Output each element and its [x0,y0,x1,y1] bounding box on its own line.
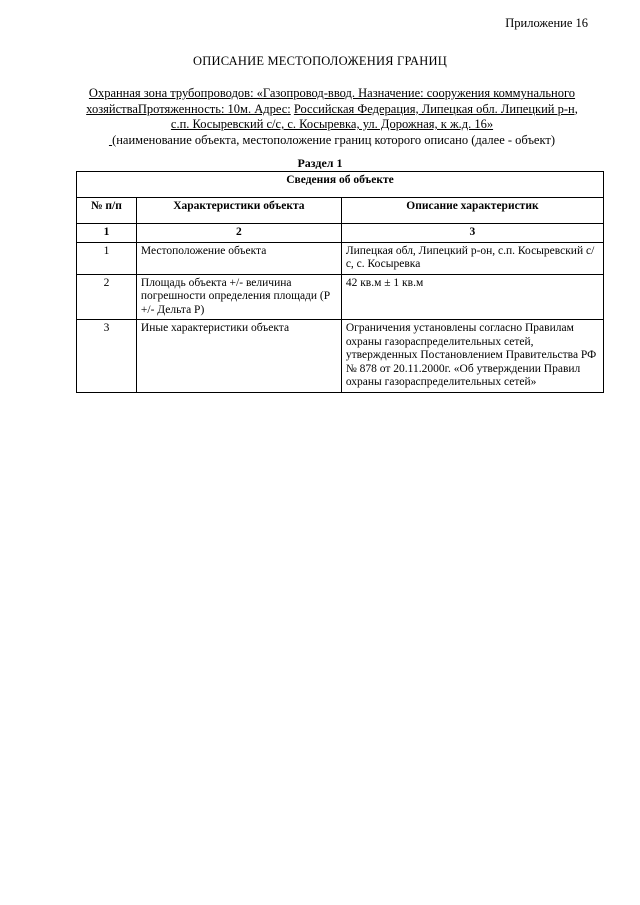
table-row [77,242,604,274]
object-description [84,86,580,148]
row-description: Липецкая обл, Липецкий р-он, с.п. Косыревский с/с, с. Косыревка [341,242,603,274]
document-title: ОПИСАНИЕ МЕСТОПОЛОЖЕНИЯ ГРАНИЦ [193,54,447,68]
row-description: 42 кв.м ± 1 кв.м [341,274,603,320]
object-caption [84,133,580,149]
object-line-2-part-b: Российская Федерация, Липецкая обл. Липецкий р-н, [293,101,578,116]
column-number-1: 1 [77,224,137,243]
header-description: Описание характеристик [341,198,603,224]
row-characteristic: Местоположение объекта [136,242,341,274]
table-caption-row [77,172,604,198]
object-line-3: с.п. Косыревский с/с, с. Косыревка, ул. Дорожная, к ж.д. 16» [170,117,494,131]
table-row [77,320,604,393]
appendix-label: Приложение 16 [505,16,588,30]
object-info-table [76,171,604,393]
row-index: 1 [77,242,137,274]
table-header-row [77,198,604,224]
object-line-2-part-a: хозяйстваПротяженность: 10м. Адрес: [86,101,291,116]
object-line-2 [84,102,580,118]
row-characteristic: Площадь объекта +/- величина погрешности определения площади (Р +/- Дельта Р) [136,274,341,320]
column-number-2: 2 [136,224,341,243]
object-line-1: Охранная зона трубопроводов: «Газопровод-ввод. Назначение: сооружения коммунального [88,86,576,100]
table-caption: Сведения об объекте [77,172,604,198]
caption-text: (наименование объекта, местоположение границ которого описано (далее - объект) [112,132,556,147]
row-characteristic: Иные характеристики объекта [136,320,341,393]
table-number-row [77,224,604,243]
header-index: № п/п [77,198,137,224]
row-index: 3 [77,320,137,393]
table-row [77,274,604,320]
column-number-3: 3 [341,224,603,243]
section-title: Раздел 1 [297,156,343,170]
row-description: Ограничения установлены согласно Правилам охраны газораспределительных сетей, утвержденных Постановлением Правительства РФ № 878 от 20.11.2000г. «Об утверждении Правил охраны газораспределительных сетей» [341,320,603,393]
header-characteristic: Характеристики объекта [136,198,341,224]
row-index: 2 [77,274,137,320]
